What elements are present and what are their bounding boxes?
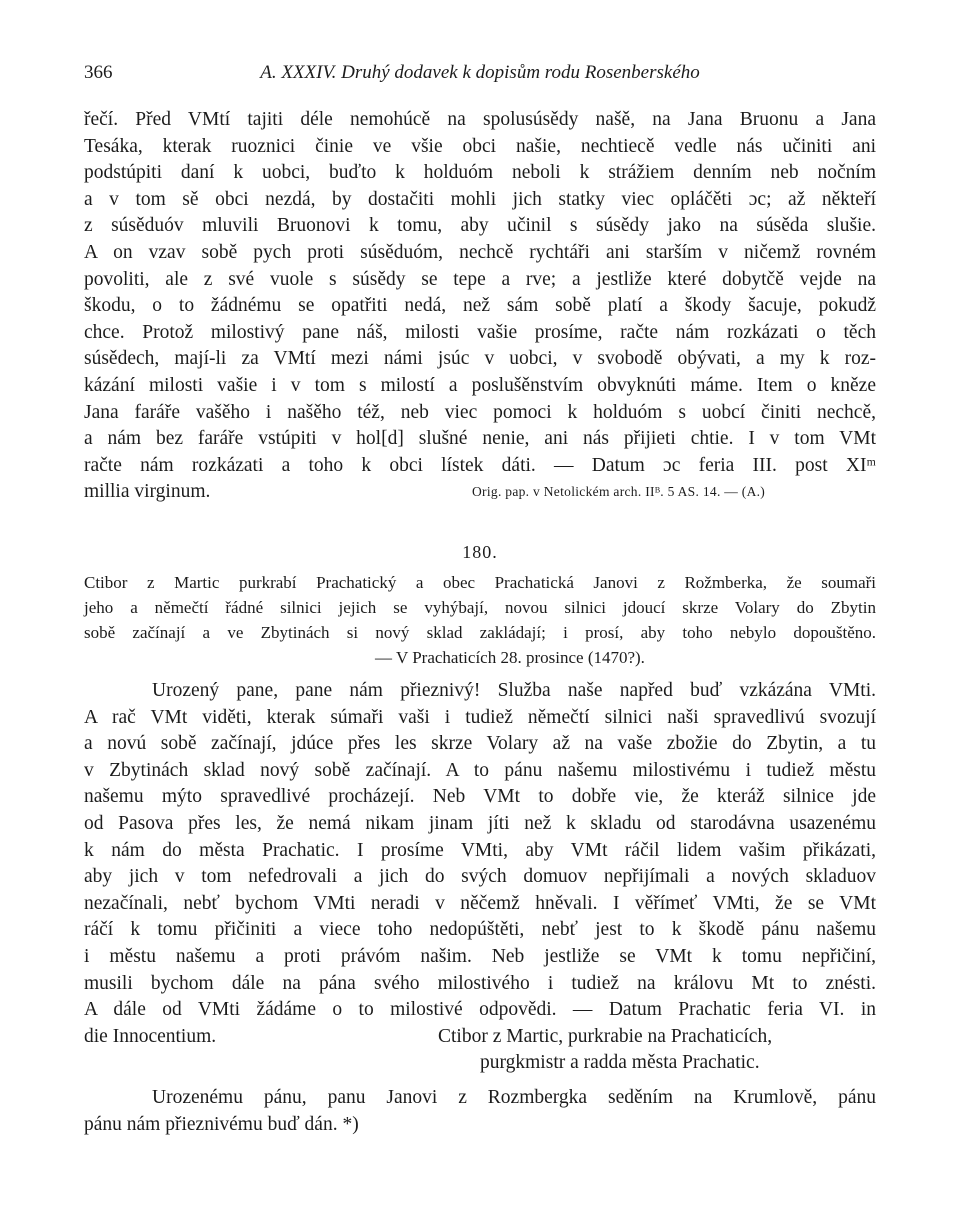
document-number: 180. bbox=[462, 542, 498, 562]
final-line-text: millia virginum. bbox=[84, 481, 211, 503]
letter-line: Urozený pane, pane nám přieznivý! Služba naše napřed buď vzkázána VMti. bbox=[152, 680, 876, 701]
letter-line: A rač VMt viděti, kterak súmaři vaši i tudiež němečtí silnici naši spravedlivú svozují bbox=[84, 706, 876, 728]
letter-final-text: die Innocentium. bbox=[84, 1025, 217, 1047]
text-line: A on vzav sobě pych proti súsěduóm, nechcě rychtáři ani starším v ničemž rovném bbox=[84, 241, 876, 263]
running-head bbox=[84, 62, 876, 88]
text-line: a nám bez faráře vstúpiti v hol[d] slušné nenie, ani nás přijieti chtie. I v tom VMt bbox=[84, 428, 876, 450]
text-line: Tesáka, kterak ruoznici činie ve všie obci našie, nechtiecě vedle nás učiniti ani bbox=[84, 135, 876, 157]
final-line bbox=[84, 479, 876, 506]
text-line: řečí. Před VMtí tajiti déle nemohúcě na spolusúsědy našě, na Jana Bruonu a Jana bbox=[84, 109, 876, 130]
text-line: škodu, o to žádnému se opatřiti nedá, než sám sobě platí a škody šacuje, pokudž bbox=[84, 295, 876, 317]
signature-line-2: purgkmistr a radda města Prachatic. bbox=[480, 1052, 760, 1074]
letter-text bbox=[84, 678, 876, 1077]
text-line: Jana faráře vašěho i našěho též, neb viec pomoci k holduóm s uobcí činiti nechcě, bbox=[84, 401, 876, 423]
letter-line: k nám do města Prachatic. I prosíme VMti, aby VMt ráčil lidem vašim přikázati, bbox=[84, 839, 876, 861]
address bbox=[84, 1085, 876, 1138]
letter-line: v Zbytinách sklad nový sobě začínají. A to pánu našemu milostivému i tudiež městu bbox=[84, 759, 876, 781]
letter-line: nezačínali, nebť bychom VMti neradi v něčemž hněvali. I věřímeť VMti, že se VMt bbox=[84, 892, 876, 914]
text-line: chce. Protož milostivý pane náš, milosti vašie prosíme, račte nám rozkázati o těch bbox=[84, 321, 876, 343]
signature-line-1: Ctibor z Martic, purkrabie na Prachaticích, bbox=[438, 1025, 773, 1047]
letter-line: našemu mýto spravedlivé procházejí. Neb VMt to dobře vie, že kteráž silnice jde bbox=[84, 786, 876, 808]
text-line: povoliti, ale z své vuole s súsědy se tepe a rve; a jestliže které dobytčě vejde na bbox=[84, 268, 876, 290]
text-line: a v tom sě obci nezdá, by dostačiti mohli jich statky viec opláčěti ɔc; až někteří bbox=[84, 188, 876, 210]
letter-line: musili bychom dále na pána svého milostivého i tudiež na královu Mt to znésti. bbox=[84, 972, 876, 994]
regest-line: jeho a němečtí řádné silnici jejich se vyhýbají, novou silnici jdoucí skrze Volary do Zbytin bbox=[84, 598, 876, 617]
regest bbox=[84, 570, 876, 670]
source-note: Orig. pap. v Netolickém arch. IIᴮ. 5 AS. 14. — (A.) bbox=[472, 484, 766, 500]
letter-closing-line bbox=[84, 1024, 876, 1051]
regest-line: sobě začínají a ve Zbytinách si nový sklad zakládají; i prosí, aby toho nebylo dopouštěno. bbox=[84, 623, 876, 642]
text-line: račte nám rozkázati a toho k obci lístek dáti. — Datum ɔc feria III. post XIᵐ bbox=[84, 454, 876, 476]
text-line: súsědech, mají-li za VMtí mezi námi jsúc v uobci, v svobodě obývati, a my k roz- bbox=[84, 348, 876, 370]
text-line: z súsěduóv mluvili Bruonovi k tomu, aby učinil s súsědy jako na súsěda slušie. bbox=[84, 215, 876, 237]
header-title: A. XXXIV. Druhý dodavek k dopisům rodu Rosenberského bbox=[260, 62, 700, 83]
page-number: 366 bbox=[84, 62, 113, 83]
letter-line: i městu našemu a proti právóm našim. Neb jestliže se VMt k tomu nepřičiní, bbox=[84, 945, 876, 967]
letter-line: ráčí k tomu přičiniti a viece toho nedopúštěti, nebť jest to k škodě pánu našemu bbox=[84, 919, 876, 941]
letter-line: od Pasova přes les, že nemá nikam jinam jíti než k skladu od starodávna usazenému bbox=[84, 812, 876, 834]
letter-line: A dále od VMti žádáme o to milostivé odpovědi. — Datum Prachatic feria VI. in bbox=[84, 999, 876, 1021]
regest-date: — V Prachaticích 28. prosince (1470?). bbox=[375, 648, 645, 667]
text-line: kázání milosti vašie i v tom s milostí a poslušěnstvím obvyknúti máme. Item o kněze bbox=[84, 374, 876, 396]
letter-line: aby jich v tom nefedrovali a jich do svých domuov nepřijímali a nových skladuov bbox=[84, 866, 876, 888]
address-line: Urozenému pánu, panu Janovi z Rozmbergka seděním na Krumlově, pánu bbox=[152, 1087, 876, 1108]
regest-line: Ctibor z Martic purkrabí Prachatický a obec Prachatická Janovi z Rožmberka, že soumaři bbox=[84, 573, 876, 592]
address-final-line: pánu nám přieznivému buď dán. *) bbox=[84, 1113, 359, 1135]
letter-line: a novú sobě začínají, jdúce přes les skrze Volary až na vaše zbožie do Zbytin, a tu bbox=[84, 733, 876, 755]
text-line: podstúpiti daní k uobci, buďto k holduóm neboli k strážiem denním neb nočním bbox=[84, 162, 876, 184]
continuation-text bbox=[84, 107, 876, 506]
